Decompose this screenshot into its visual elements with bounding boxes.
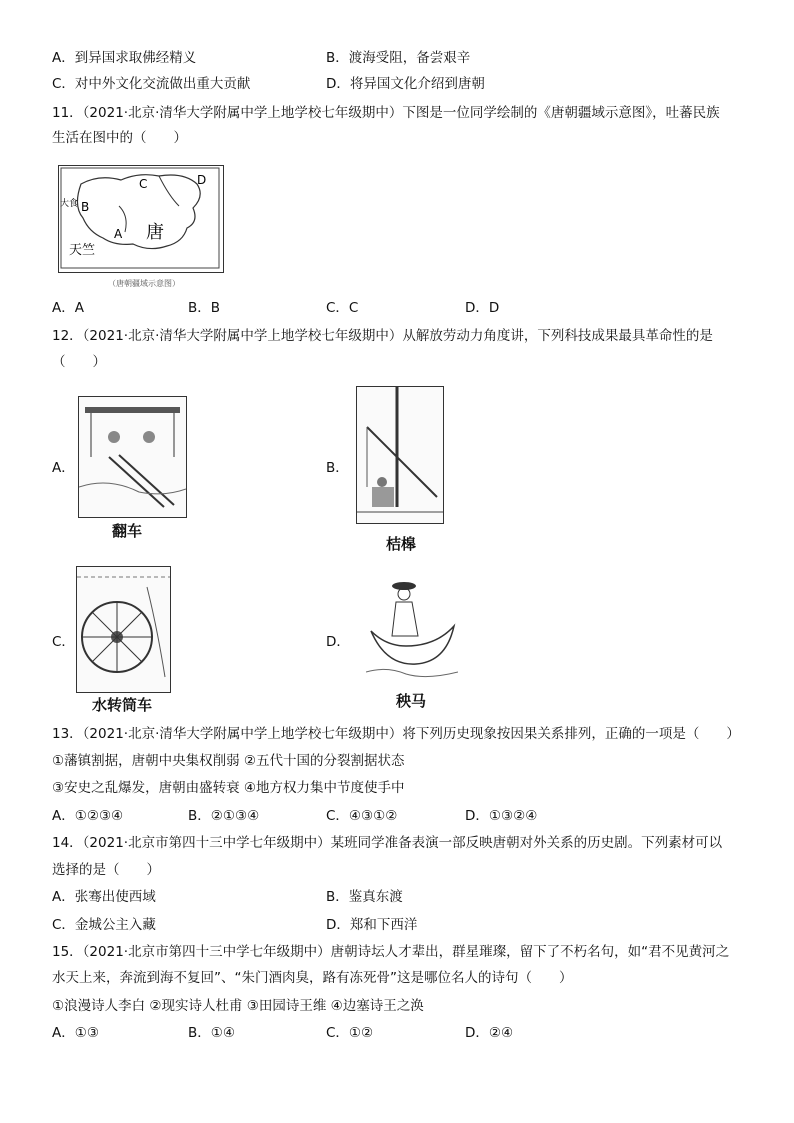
q13-option-d[interactable]: D．①③②④ <box>465 808 538 824</box>
q10-option-d[interactable]: D．将异国文化介绍到唐朝 <box>326 76 485 92</box>
q13-option-b[interactable]: B．②①③④ <box>188 808 260 824</box>
q10-option-a[interactable]: A．到异国求取佛经精义 <box>52 50 197 66</box>
q15-option-c[interactable]: C．①② <box>326 1025 374 1041</box>
q11-option-b[interactable]: B．B <box>188 300 221 316</box>
q11-option-a[interactable]: A．A <box>52 300 84 316</box>
q13-stem-line1: 13．（2021·北京·清华大学附属中学上地学校七年级期中）将下列历史现象按因果关系排列，正确的一项是（ ） <box>52 726 740 742</box>
q12-option-a-caption: 翻车 <box>112 522 143 540</box>
yangma-illustration <box>366 576 458 682</box>
q13-stem-line2: ①藩镇割据，唐朝中央集权削弱 ②五代十国的分裂割据状态 <box>52 753 405 769</box>
tang-territory-map <box>58 165 224 273</box>
q13-option-a[interactable]: A．①②③④ <box>52 808 124 824</box>
q15-stem-line1: 15．（2021·北京市第四十三中学七年级期中）唐朝诗坛人才辈出，群星璀璨，留下了不朽名句，如“君不见黄河之 <box>52 944 730 960</box>
map-label-b: B <box>81 200 90 214</box>
q14-option-b[interactable]: B．鉴真东渡 <box>326 889 403 905</box>
q12-option-d-letter[interactable]: D． <box>326 634 350 650</box>
map-label-d: D <box>197 173 207 187</box>
q12-option-c-letter[interactable]: C． <box>52 634 75 650</box>
fanche-illustration <box>78 396 187 518</box>
map-label-dashi: 大食 <box>60 199 79 209</box>
q12-stem-line1: 12．（2021·北京·清华大学附属中学上地学校七年级期中）从解放劳动力角度讲，下列科技成果最具革命性的是 <box>52 328 713 344</box>
q14-option-d[interactable]: D．郑和下西洋 <box>326 917 418 933</box>
q15-option-d[interactable]: D．②④ <box>465 1025 514 1041</box>
map-label-tianzhu: 天竺 <box>69 243 96 258</box>
q12-option-b-caption: 桔槔 <box>386 535 417 553</box>
q15-option-b[interactable]: B．①④ <box>188 1025 235 1041</box>
map-label-a: A <box>114 227 123 241</box>
q11-option-c[interactable]: C．C <box>326 300 359 316</box>
q12-option-d-caption: 秧马 <box>396 692 427 710</box>
q14-option-c[interactable]: C．金城公主入藏 <box>52 917 156 933</box>
q13-stem-line3: ③安史之乱爆发，唐朝由盛转衰 ④地方权力集中节度使手中 <box>52 780 405 796</box>
q15-stem-line3: ①浪漫诗人李白 ②现实诗人杜甫 ③田园诗王维 ④边塞诗王之涣 <box>52 998 424 1014</box>
q12-option-b-letter[interactable]: B． <box>326 460 349 476</box>
map-caption: （唐朝疆域示意图） <box>108 279 180 288</box>
q15-stem-line2: 水天上来，奔流到海不复回”、“朱门酒肉臭，路有冻死骨”这是哪位名人的诗句（ ） <box>52 970 573 986</box>
map-label-c: C <box>139 177 148 191</box>
q12-stem-line2: （ ） <box>52 354 106 370</box>
q12-option-c-caption: 水转筒车 <box>92 696 153 714</box>
q15-option-a[interactable]: A．①③ <box>52 1025 99 1041</box>
q13-option-c[interactable]: C．④③①② <box>326 808 398 824</box>
q12-option-a-letter[interactable]: A． <box>52 460 75 476</box>
q14-stem-line2: 选择的是（ ） <box>52 862 160 878</box>
q10-option-c[interactable]: C．对中外文化交流做出重大贡献 <box>52 76 251 92</box>
q14-option-a[interactable]: A．张骞出使西域 <box>52 889 156 905</box>
q10-option-b[interactable]: B．渡海受阻，备尝艰辛 <box>326 50 471 66</box>
q11-stem-line1: 11．（2021·北京·清华大学附属中学上地学校七年级期中）下图是一位同学绘制的《唐朝疆域示意图》，吐蕃民族 <box>52 105 720 121</box>
q14-stem-line1: 14．（2021·北京市第四十三中学七年级期中）某班同学准备表演一部反映唐朝对外关系的历史剧。下列素材可以 <box>52 835 723 851</box>
q11-option-d[interactable]: D．D <box>465 300 500 316</box>
jiegao-illustration <box>356 386 444 524</box>
shuizhuan-tongche-illustration <box>76 566 171 693</box>
q11-stem-line2: 生活在图中的（ ） <box>52 130 187 146</box>
map-label-tang: 唐 <box>146 222 164 243</box>
